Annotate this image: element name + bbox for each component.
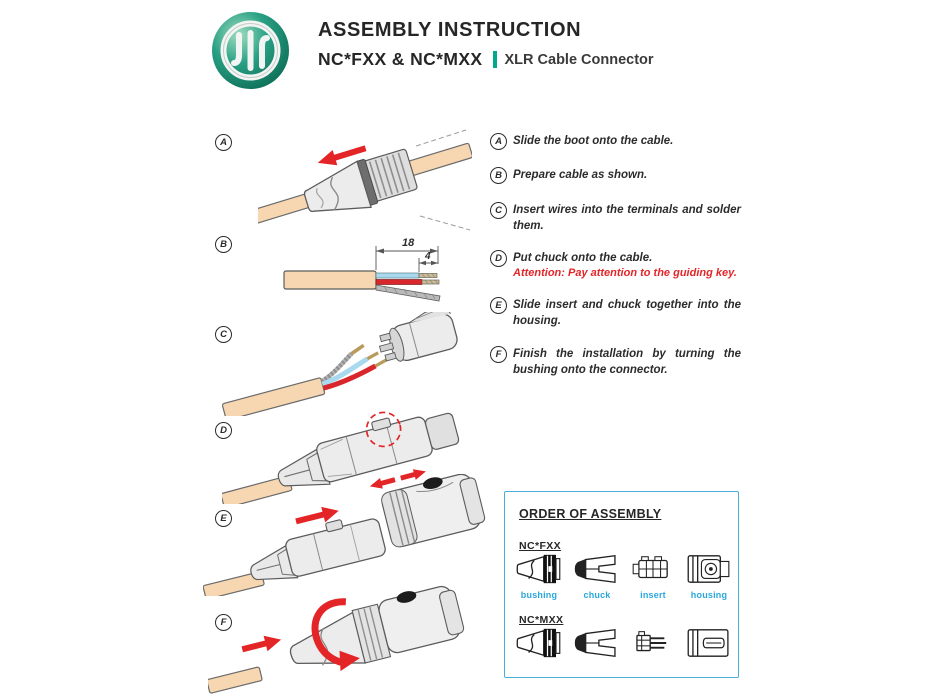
instruction-step-a bbox=[490, 133, 742, 149]
housing-label: housing bbox=[690, 590, 728, 600]
fxx-model-label: NC*FXX bbox=[519, 540, 562, 552]
instruction-step-f bbox=[490, 346, 742, 378]
insert-chuck-body bbox=[313, 402, 460, 484]
figure-b-illustration bbox=[278, 234, 474, 321]
header bbox=[318, 19, 654, 70]
chuck-label: chuck bbox=[583, 590, 611, 600]
bushing-label: bushing bbox=[520, 590, 558, 600]
step-a-badge: A bbox=[490, 133, 507, 150]
shield-wire bbox=[376, 285, 440, 301]
order-of-assembly-box bbox=[504, 491, 739, 678]
figure-c-badge: C bbox=[215, 326, 232, 343]
dimension-4 bbox=[419, 251, 438, 272]
red-wire bbox=[376, 280, 422, 285]
figure-a-badge: A bbox=[215, 134, 232, 151]
cable-jacket bbox=[284, 271, 376, 289]
push-right-arrow-icon bbox=[240, 632, 283, 657]
svg-text:4: 4 bbox=[425, 251, 431, 262]
fxx-housing-icon bbox=[683, 552, 735, 586]
instruction-step-d bbox=[490, 250, 742, 281]
mxx-insert-icon bbox=[627, 626, 679, 660]
housing-part bbox=[379, 474, 487, 549]
model-codes: NC*FXX & NC*MXX bbox=[318, 49, 483, 69]
mxx-model-label: NC*MXX bbox=[519, 614, 564, 626]
step-d-badge: D bbox=[490, 250, 507, 267]
insert-part bbox=[374, 312, 459, 367]
step-c-badge: C bbox=[490, 202, 507, 219]
step-f-badge: F bbox=[490, 346, 507, 363]
figure-f-illustration bbox=[208, 578, 474, 699]
step-c-text: Insert wires into the terminals and solder them. bbox=[513, 204, 741, 232]
figure-f-badge: F bbox=[215, 614, 232, 631]
figure-d-badge: D bbox=[215, 422, 232, 439]
fxx-chuck-icon bbox=[571, 552, 623, 586]
step-d-attention-text: Attention: Pay attention to the guiding key. bbox=[513, 267, 737, 279]
step-d-text: Put chuck onto the cable. bbox=[513, 252, 653, 264]
page-title: ASSEMBLY INSTRUCTION bbox=[318, 19, 582, 41]
mxx-chuck-icon bbox=[571, 626, 623, 660]
blue-wire bbox=[376, 273, 419, 278]
insert-label: insert bbox=[640, 590, 666, 600]
figure-a-illustration bbox=[258, 124, 472, 243]
step-e-badge: E bbox=[490, 297, 507, 314]
order-of-assembly-title: ORDER OF ASSEMBLY bbox=[519, 507, 662, 521]
instruction-step-e bbox=[490, 297, 742, 329]
fxx-bushing-icon bbox=[513, 552, 565, 586]
instruction-step-c bbox=[490, 202, 742, 234]
step-a-text: Slide the boot onto the cable. bbox=[513, 135, 674, 147]
mxx-housing-icon bbox=[683, 626, 735, 660]
product-name: XLR Cable Connector bbox=[504, 51, 654, 68]
mxx-bushing-icon bbox=[513, 626, 565, 660]
figure-e-badge: E bbox=[215, 510, 232, 527]
neutrik-logo-icon bbox=[211, 11, 290, 90]
neutrik-logo bbox=[211, 11, 290, 90]
step-e-text: Slide insert and chuck together into the housing. bbox=[513, 299, 741, 327]
svg-text:18: 18 bbox=[402, 237, 415, 249]
step-f-text: Finish the installation by turning the bushing onto the connector. bbox=[513, 348, 741, 376]
step-b-badge: B bbox=[490, 167, 507, 184]
separator-bar bbox=[493, 51, 497, 68]
step-b-text: Prepare cable as shown. bbox=[513, 169, 648, 181]
fxx-insert-icon bbox=[627, 552, 679, 586]
instruction-step-b bbox=[490, 167, 742, 183]
figure-b-badge: B bbox=[215, 236, 232, 253]
